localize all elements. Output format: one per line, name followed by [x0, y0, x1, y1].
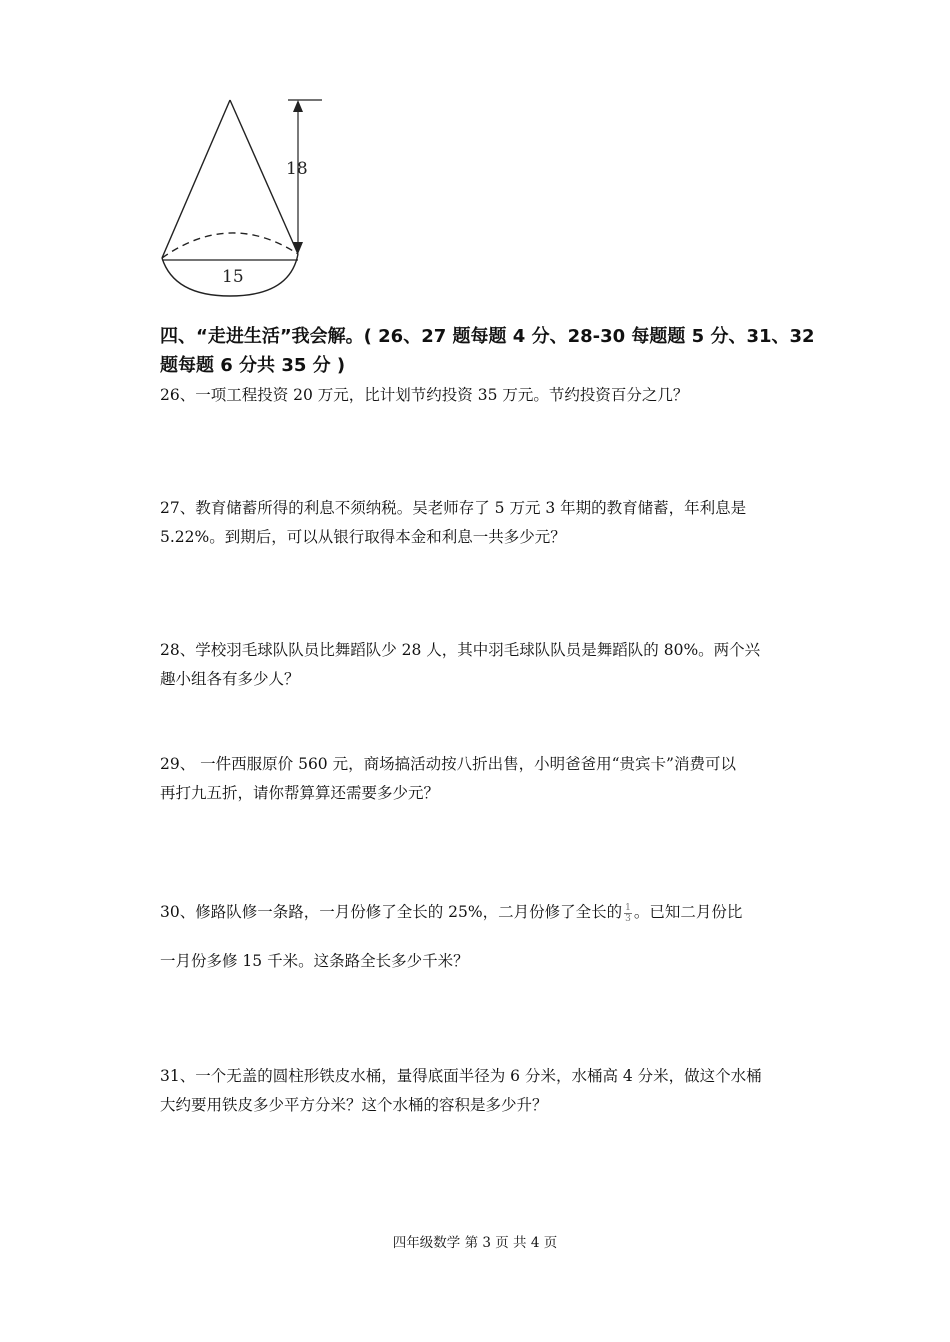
question-30-text-after: 。已知二月份比	[633, 903, 743, 921]
section-title-line1: 四、“走进生活”我会解。( 26、27 题每题 4 分、28-30 每题题 5 分、31、32	[160, 326, 815, 347]
fraction-denominator: 3	[625, 913, 631, 924]
question-31-line1: 31、一个无盖的圆柱形铁皮水桶，量得底面半径为 6 分米，水桶高 4 分米，做这个水桶	[160, 1067, 762, 1085]
question-30-line1	[160, 896, 860, 928]
cone-base-back-dashed	[162, 233, 298, 258]
fraction-numerator: 1	[625, 902, 631, 913]
question-28	[160, 636, 860, 694]
question-31-line2: 大约要用铁皮多少平方分米？这个水桶的容积是多少升？	[160, 1096, 548, 1114]
cone-figure	[150, 88, 330, 300]
cone-diagram	[150, 88, 330, 300]
page-footer: 四年级数学 第 3 页 共 4 页	[392, 1235, 558, 1251]
height-label: 18	[286, 159, 308, 179]
question-30	[160, 896, 860, 977]
question-27-line1: 27、教育储蓄所得的利息不须纳税。吴老师存了 5 万元 3 年期的教育储蓄，年利息是	[160, 499, 747, 517]
fraction-one-third	[624, 903, 632, 924]
question-26-line1: 26、一项工程投资 20 万元，比计划节约投资 35 万元。节约投资百分之几？	[160, 386, 689, 404]
question-29	[160, 750, 860, 808]
question-26	[160, 381, 860, 410]
question-27	[160, 494, 860, 552]
section-title-line2: 题每题 6 分共 35 分 )	[160, 355, 346, 376]
height-arrow-down	[293, 242, 303, 254]
height-arrow-up	[293, 100, 303, 112]
diameter-label: 15	[222, 267, 244, 287]
question-27-line2: 5.22%。到期后，可以从银行取得本金和利息一共多少元？	[160, 528, 566, 546]
question-31	[160, 1062, 860, 1120]
question-28-line2: 趣小组各有多少人？	[160, 670, 300, 688]
question-30-line2: 一月份多修 15 千米。这条路全长多少千米？	[160, 952, 469, 970]
question-29-line2: 再打九五折，请你帮算算还需要多少元？	[160, 784, 440, 802]
question-29-line1: 29、 一件西服原价 560 元，商场搞活动按八折出售，小明爸爸用“贵宾卡”消费可以	[160, 755, 736, 773]
question-30-text-before: 30、修路队修一条路，一月份修了全长的 25%，二月份修了全长的	[160, 903, 623, 921]
section-title	[160, 322, 860, 380]
question-28-line1: 28、学校羽毛球队队员比舞蹈队少 28 人，其中羽毛球队队员是舞蹈队的 80%。两个兴	[160, 641, 761, 659]
